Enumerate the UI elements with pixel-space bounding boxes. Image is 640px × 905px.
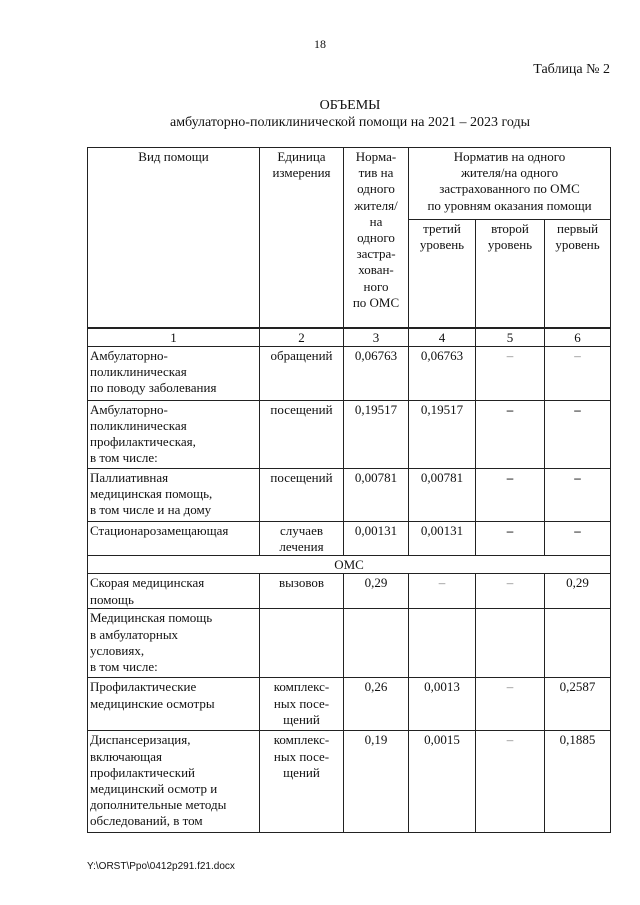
column-number: 3	[344, 328, 409, 347]
section-oms: ОМС	[88, 556, 611, 574]
row-name: Диспансеризация, включающая профилактический медицинский осмотр и дополнительные методы обследований, в том	[88, 731, 260, 833]
column-number: 5	[476, 328, 545, 347]
row-level1: 0,29	[545, 574, 611, 609]
row-level3	[409, 609, 476, 678]
row-level3: 0,0013	[409, 678, 476, 731]
row-level1: 0,2587	[545, 678, 611, 731]
row-level2: –	[476, 400, 545, 468]
row-level1: –	[545, 346, 611, 400]
row-name: Профилактические медицинские осмотры	[88, 678, 260, 731]
column-number: 2	[260, 328, 344, 347]
table-row	[88, 400, 611, 468]
row-norm	[344, 609, 409, 678]
row-unit: обращений	[260, 346, 344, 400]
row-norm: 0,26	[344, 678, 409, 731]
footer-file-path: Y:\ORST\Ppo\0412p291.f21.docx	[87, 861, 235, 872]
row-name: Медицинская помощь в амбулаторных условиях, в том числе:	[88, 609, 260, 678]
section-row	[88, 556, 611, 574]
column-number: 4	[409, 328, 476, 347]
row-unit: комплекс- ных посе- щений	[260, 731, 344, 833]
row-norm: 0,06763	[344, 346, 409, 400]
row-name: Амбулаторно- поликлиническая по поводу заболевания	[88, 346, 260, 400]
row-norm: 0,00131	[344, 521, 409, 555]
row-unit: вызовов	[260, 574, 344, 609]
row-level1: –	[545, 468, 611, 521]
row-unit	[260, 609, 344, 678]
header-level1: первый уровень	[545, 220, 611, 328]
table-row	[88, 468, 611, 521]
column-numbers-row	[88, 328, 611, 347]
row-level1: 0,1885	[545, 731, 611, 833]
row-name: Паллиативная медицинская помощь, в том числе и на дому	[88, 468, 260, 521]
row-level3: 0,00131	[409, 521, 476, 555]
row-level3: –	[409, 574, 476, 609]
row-name: Стационарозамещающая	[88, 521, 260, 555]
row-unit: комплекс- ных посе- щений	[260, 678, 344, 731]
row-level2	[476, 609, 545, 678]
row-name: Скорая медицинская помощь	[88, 574, 260, 609]
page-number: 18	[314, 37, 326, 51]
row-level3: 0,00781	[409, 468, 476, 521]
row-norm: 0,19517	[344, 400, 409, 468]
row-unit: случаев лечения	[260, 521, 344, 555]
table-label: Таблица № 2	[533, 62, 610, 77]
row-level3: 0,0015	[409, 731, 476, 833]
document-title	[40, 97, 640, 131]
table-row	[88, 521, 611, 555]
row-unit: посещений	[260, 468, 344, 521]
row-name: Амбулаторно- поликлиническая профилактическая, в том числе:	[88, 400, 260, 468]
row-level2: –	[476, 521, 545, 555]
header-level2: второй уровень	[476, 220, 545, 328]
column-number: 1	[88, 328, 260, 347]
title-line-1: ОБЪЕМЫ	[319, 98, 381, 113]
row-level1: –	[545, 400, 611, 468]
table-row	[88, 609, 611, 678]
header-norm: Норма- тив на одного жителя/ на одного застра- хован- ного по ОМС	[344, 148, 409, 328]
row-level1: –	[545, 521, 611, 555]
table-row	[88, 346, 611, 400]
row-norm: 0,19	[344, 731, 409, 833]
row-level2: –	[476, 574, 545, 609]
row-level1	[545, 609, 611, 678]
row-level3: 0,19517	[409, 400, 476, 468]
row-level2: –	[476, 678, 545, 731]
row-norm: 0,29	[344, 574, 409, 609]
column-number: 6	[545, 328, 611, 347]
header-levels-group: Норматив на одного жителя/на одного застрахованного по ОМС по уровням оказания помощи	[409, 148, 611, 220]
header-unit: Единица измерения	[260, 148, 344, 328]
volumes-table	[87, 147, 611, 833]
row-norm: 0,00781	[344, 468, 409, 521]
table-row	[88, 678, 611, 731]
table-row	[88, 574, 611, 609]
header-vid: Вид помощи	[88, 148, 260, 328]
row-level2: –	[476, 731, 545, 833]
row-unit: посещений	[260, 400, 344, 468]
table-row	[88, 731, 611, 833]
title-line-2: амбулаторно-поликлинической помощи на 2021 – 2023 годы	[169, 115, 530, 130]
header-level3: третий уровень	[409, 220, 476, 328]
row-level3: 0,06763	[409, 346, 476, 400]
row-level2: –	[476, 346, 545, 400]
row-level2: –	[476, 468, 545, 521]
